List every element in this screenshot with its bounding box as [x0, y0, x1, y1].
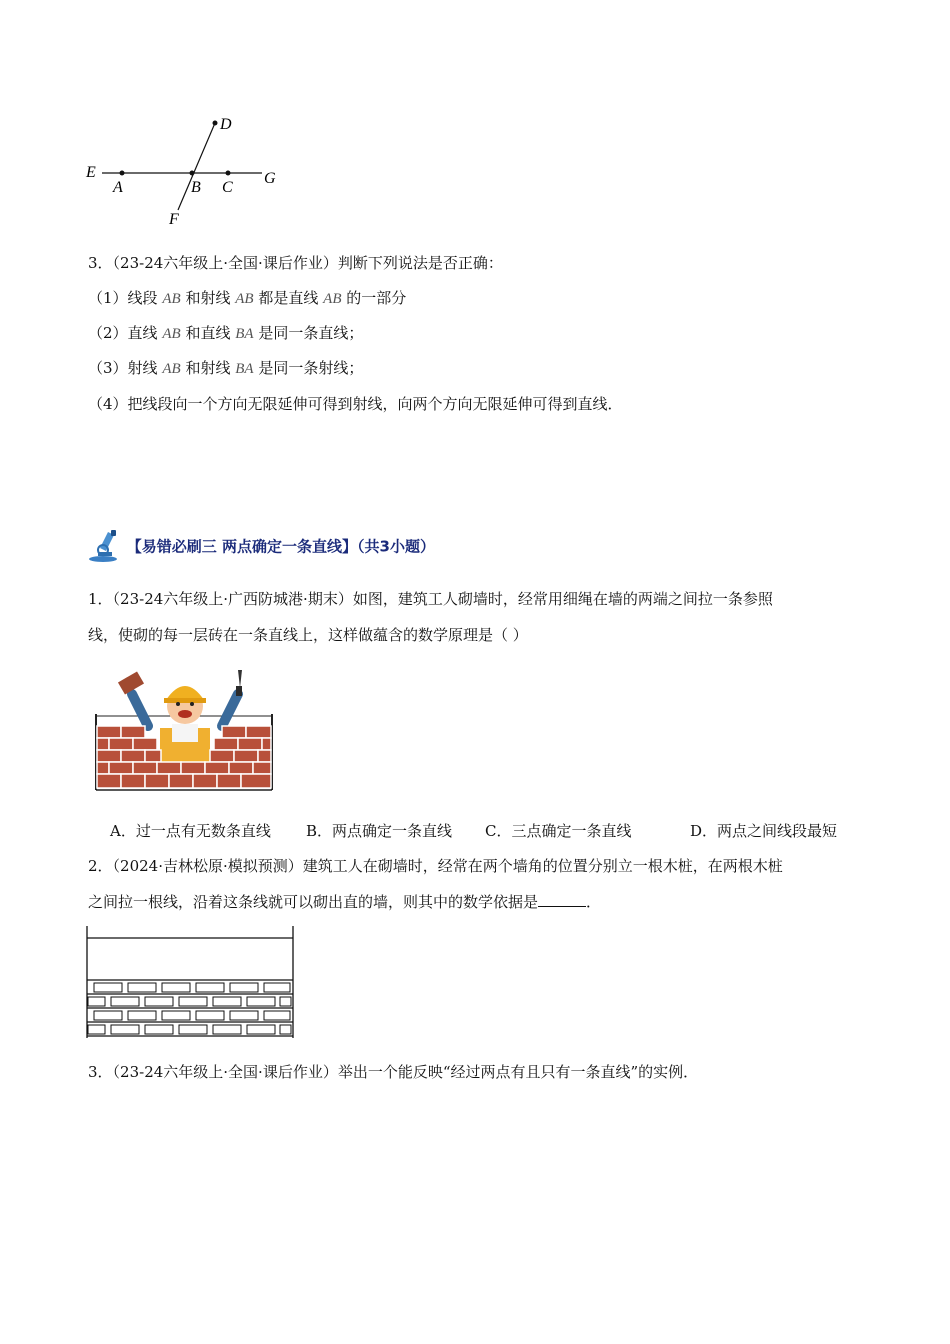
question-text: 之间拉一根线，沿着这条线就可以砌出直的墙，则其中的数学依据是	[88, 893, 539, 911]
question-text: 举出一个能反映“经过两点有且只有一条直线”的实例．	[337, 1063, 699, 1081]
math-ab: AB	[162, 361, 181, 377]
question-number: 1．	[88, 590, 113, 608]
item-text: 直线	[127, 324, 158, 342]
question-1-line-2	[88, 624, 528, 646]
question-2-line-1	[88, 855, 783, 877]
label-a: A	[113, 179, 123, 196]
microscope-icon	[86, 528, 122, 564]
item-text: 和直线	[185, 324, 231, 342]
point-c	[226, 171, 231, 176]
math-ba: BA	[235, 361, 254, 377]
label-d: D	[220, 116, 232, 133]
item-text: 和射线	[185, 359, 231, 377]
math-ab: AB	[162, 326, 181, 342]
item-text: 把线段向一个方向无限延伸可得到射线，向两个方向无限延伸可得到直线．	[127, 395, 623, 413]
question-1-line-1	[88, 588, 773, 610]
option-d[interactable]: D．两点之间线段最短	[690, 822, 838, 840]
label-b: B	[191, 179, 201, 196]
math-ba: BA	[235, 326, 254, 342]
item-text: 和射线	[185, 289, 231, 307]
statement-2	[88, 322, 363, 345]
section-heading	[86, 528, 435, 564]
label-f: F	[169, 211, 179, 228]
item-number: （4）	[88, 395, 128, 413]
question-number: 3．	[88, 254, 113, 272]
item-number: （1）	[88, 289, 128, 307]
question-3-prev	[88, 252, 503, 274]
statement-1	[88, 287, 406, 310]
item-text: 是同一条射线；	[258, 359, 364, 377]
item-number: （3）	[88, 359, 128, 377]
item-text: 线段	[127, 289, 158, 307]
question-text: 线，使砌的每一层砖在一条直线上，这样做蕴含的数学原理是（ ）	[88, 626, 528, 644]
item-number: （2）	[88, 324, 128, 342]
question-3	[88, 1061, 698, 1083]
item-text: 是同一条直线；	[258, 324, 364, 342]
label-g: G	[264, 170, 276, 187]
line-df	[178, 123, 215, 210]
point-b	[190, 171, 195, 176]
item-text: 射线	[127, 359, 158, 377]
worker-wall-illustration	[92, 664, 277, 792]
math-ab: AB	[235, 291, 254, 307]
option-a[interactable]: A．过一点有无数条直线	[110, 822, 271, 840]
wall-diagram	[84, 922, 298, 1042]
statement-3	[88, 357, 363, 380]
label-c: C	[222, 179, 233, 196]
question-source: （23-24六年级上·全国·课后作业）	[112, 1063, 338, 1081]
question-number: 3．	[88, 1063, 113, 1081]
question-stem: 判断下列说法是否正确：	[337, 254, 503, 272]
point-d	[213, 121, 218, 126]
math-ab: AB	[162, 291, 181, 307]
question-source: （23-24六年级上·全国·课后作业）	[112, 254, 338, 272]
label-e: E	[86, 164, 96, 181]
question-source: （2024·吉林松原·模拟预测）	[112, 857, 303, 875]
question-number: 2．	[88, 857, 113, 875]
item-text: 都是直线	[258, 289, 319, 307]
question-text: 如图，建筑工人砌墙时，经常用细绳在墙的两端之间拉一条参照	[352, 590, 773, 608]
point-a	[120, 171, 125, 176]
math-ab: AB	[323, 291, 342, 307]
section-title: 【易错必刷三 两点确定一条直线】（共3小题）	[126, 537, 435, 556]
item-text: 的一部分	[346, 289, 407, 307]
option-b[interactable]: B．两点确定一条直线	[306, 822, 453, 840]
answer-blank[interactable]	[538, 892, 586, 907]
question-text: ．	[586, 893, 602, 911]
option-c[interactable]: C．三点确定一条直线	[485, 822, 632, 840]
question-source: （23-24六年级上·广西防城港·期末）	[112, 590, 353, 608]
line-diagram	[80, 110, 300, 230]
statement-4	[88, 393, 623, 415]
question-text: 建筑工人在砌墙时，经常在两个墙角的位置分别立一根木桩，在两根木桩	[302, 857, 783, 875]
question-2-line-2	[88, 891, 601, 913]
